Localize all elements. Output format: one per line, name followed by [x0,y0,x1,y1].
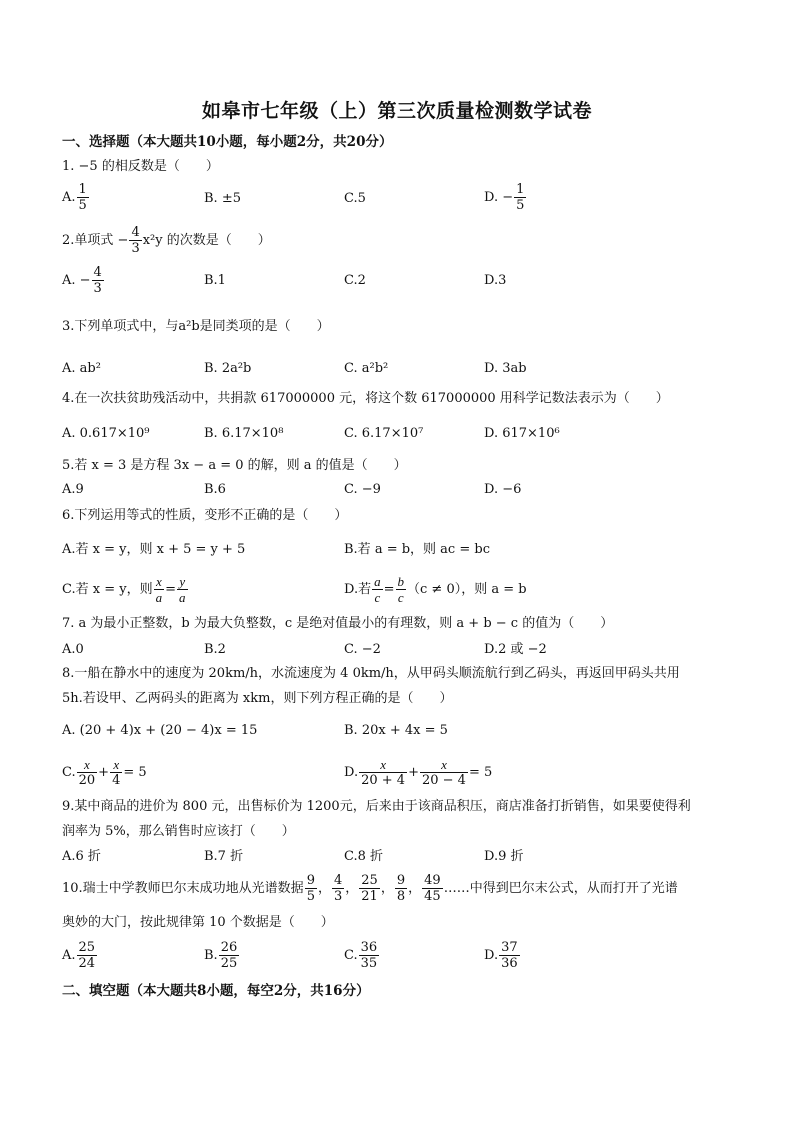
q8-option-c-fraction-1 [77,757,98,788]
q6-option-c-fraction-2 [177,574,188,605]
q1-option-d [484,182,527,213]
q10-stem-post: ……中得到巴尔末公式，从而打开了光谱 [443,881,678,896]
q10-option-b-prefix: B. [204,948,218,963]
q8-option-d-fraction-2 [420,757,468,788]
q10-fraction-1 [305,873,317,904]
fraction-numerator: 4 [333,873,343,888]
fraction-denominator: 5 [516,198,525,213]
fraction-numerator: 1 [78,182,87,197]
q1-option-a-fraction [77,182,89,213]
fraction-denominator: 21 [361,889,378,904]
question-2-stem [62,225,271,256]
fraction-denominator: 20 + 4 [361,773,406,788]
q10-stem-pre: 10.瑞士中学教师巴尔末成功地从光谱数据 [62,881,304,896]
q9-option-d: D.9 折 [484,849,524,864]
separator: ， [380,881,394,896]
fraction-numerator: 25 [78,940,96,955]
question-1-stem: 1. −5 的相反数是（ ） [62,159,219,174]
q1-option-d-fraction [514,182,526,213]
fraction-numerator: a [374,574,381,589]
fraction-numerator: 25 [361,873,378,888]
q9-option-a: A.6 折 [62,849,101,864]
q10-fraction-4 [395,873,407,904]
fraction-numerator: 9 [396,873,406,888]
q8-option-d [344,757,492,788]
q6-option-d-fraction-2 [396,574,407,605]
fraction-numerator: x [77,757,98,773]
q10-fraction-5 [422,873,443,904]
fraction-numerator: b [397,574,404,589]
fraction-numerator: x [110,757,122,773]
separator: ， [345,881,359,896]
q10-option-b-fraction [219,940,240,971]
plus-sign: + [408,765,419,780]
q1-option-a [62,182,90,213]
q10-option-c-fraction [359,940,380,971]
q3-option-d: D. 3ab [484,361,527,376]
question-8-stem-line-2: 5h.若设甲、乙两码头的距离为 xkm，则下列方程正确的是（ ） [62,691,453,706]
q9-option-b: B.7 折 [204,849,244,864]
fraction-numerator: x [359,757,407,773]
question-5-stem: 5.若 x = 3 是方程 3x − a = 0 的解，则 a 的值是（ ） [62,458,407,473]
q3-option-b: B. 2a²b [204,361,252,376]
page-title: 如皋市七年级（上）第三次质量检测数学试卷 [201,100,592,122]
q1-option-d-prefix: D. − [484,190,514,205]
q8-option-d-fraction-1 [359,757,407,788]
q10-option-a-prefix: A. [62,948,76,963]
q3-option-c: C. a²b² [344,361,389,376]
q4-option-a: A. 0.617×10⁹ [62,426,150,441]
q8-option-c-post: = 5 [123,765,147,780]
question-4-stem: 4.在一次扶贫助残活动中，共捐款 617000000 元，将这个数 617000000 用科学记数法表示为（ ） [62,391,669,406]
q10-option-a-fraction [77,940,98,971]
q2-option-a [62,265,105,296]
q7-option-d: D.2 或 −2 [484,642,547,657]
fraction-denominator: a [155,590,163,605]
fraction-numerator: x [420,757,468,773]
section-fill-blank-heading: 二、填空题（本大题共8小题，每空2分，共16分） [62,983,370,999]
q10-option-d-fraction [499,940,520,971]
equals-sign: = [383,582,395,597]
question-9-stem-line-2: 润率为 5%，那么销售时应该打（ ） [62,824,295,839]
fraction-numerator: 49 [424,873,441,888]
q6-option-d-pre: D.若 [344,582,372,597]
q4-option-b: B. 6.17×10⁸ [204,426,284,441]
q6-option-d-post: （c ≠ 0），则 a = b [407,582,527,597]
fraction-denominator: 3 [131,241,140,256]
q10-fraction-3 [359,873,380,904]
q5-option-d: D. −6 [484,482,522,497]
fraction-numerator: 1 [516,182,525,197]
fraction-denominator: 5 [306,889,315,904]
fraction-denominator: c [397,590,404,605]
q5-option-b: B.6 [204,482,226,497]
q10-option-d-prefix: D. [484,948,499,963]
q8-option-d-pre: D. [344,765,359,780]
fraction-numerator: 9 [306,873,315,888]
q8-option-a: A. (20 + 4)x + (20 − 4)x = 15 [62,723,258,738]
question-10-stem-line-1 [62,873,678,904]
fraction-numerator: 4 [131,225,140,240]
fraction-denominator: a [179,590,186,605]
q2-option-c: C.2 [344,273,366,288]
q2-option-d: D.3 [484,273,507,288]
q8-option-b: B. 20x + 4x = 5 [344,723,448,738]
q6-option-c-fraction-1 [154,574,165,605]
q10-option-a [62,940,98,971]
q2-stem-post: x²y 的次数是（ ） [142,233,271,248]
q1-option-c: C.5 [344,191,366,206]
q10-option-c [344,940,380,971]
fraction-denominator: 8 [396,889,406,904]
equals-sign: = [165,582,176,597]
q7-option-c: C. −2 [344,642,381,657]
q4-option-d: D. 617×10⁶ [484,426,560,441]
q10-fraction-2 [332,873,344,904]
plus-sign: + [98,765,110,780]
fraction-numerator: 37 [501,940,518,955]
q5-option-c: C. −9 [344,482,381,497]
fraction-denominator: 20 − 4 [421,773,466,788]
q6-option-b: B.若 a = b，则 ac = bc [344,542,490,557]
fraction-denominator: 45 [424,889,441,904]
q3-option-a: A. ab² [62,361,101,376]
fraction-denominator: 5 [78,198,87,213]
separator: ， [317,881,331,896]
fraction-denominator: 36 [501,956,518,971]
q8-option-c-pre: C. [62,765,76,780]
question-3-stem: 3.下列单项式中，与a²b是同类项的是（ ） [62,319,330,334]
q2-stem-fraction [129,225,141,256]
q5-option-a: A.9 [62,482,84,497]
section-choice-heading: 一、选择题（本大题共10小题，每小题2分，共20分） [62,134,393,150]
separator: ， [408,881,422,896]
q1-option-a-prefix: A. [62,190,76,205]
fraction-numerator: 36 [360,940,378,955]
q7-option-a: A.0 [62,642,84,657]
q4-option-c: C. 6.17×10⁷ [344,426,424,441]
question-7-stem: 7. a 为最小正整数，b 为最大负整数，c 是绝对值最小的有理数，则 a + b − c 的值为（ ） [62,616,614,631]
q8-option-d-post: = 5 [468,765,493,780]
q9-option-c: C.8 折 [344,849,384,864]
q2-stem-pre: 2.单项式 − [62,233,129,248]
fraction-numerator: x [154,574,165,590]
fraction-denominator: 3 [93,281,102,296]
q1-option-b: B. ±5 [204,191,241,206]
q10-option-b [204,940,240,971]
q10-option-d [484,940,521,971]
q6-option-c [62,574,189,605]
q6-option-c-pre: C.若 x = y，则 [62,582,153,597]
fraction-numerator: 4 [93,265,102,280]
fraction-denominator: c [374,590,381,605]
fraction-numerator: y [177,574,188,590]
q2-option-a-fraction [92,265,104,296]
question-6-stem: 6.下列运用等式的性质，变形不正确的是（ ） [62,508,348,523]
q8-option-c-fraction-2 [110,757,122,788]
question-9-stem-line-1: 9.某中商品的进价为 800 元，出售标价为 1200元，后来由于该商品积压，商店准备打折销售，如果要使得利 [62,799,691,814]
q2-option-b: B.1 [204,273,226,288]
q6-option-a: A.若 x = y，则 x + 5 = y + 5 [62,542,246,557]
q8-option-c [62,757,147,788]
question-8-stem-line-1: 8.一船在静水中的速度为 20km/h，水流速度为 4 0km/h，从甲码头顺流航行到乙码头，再返回甲码头共用 [62,666,680,681]
fraction-denominator: 35 [360,956,378,971]
fraction-denominator: 25 [220,956,238,971]
fraction-numerator: 26 [220,940,238,955]
fraction-denominator: 24 [78,956,96,971]
q6-option-d-fraction-1 [372,574,383,605]
fraction-denominator: 20 [78,773,96,788]
fraction-denominator: 4 [112,773,121,788]
q7-option-b: B.2 [204,642,226,657]
q6-option-d [344,574,527,605]
q10-option-c-prefix: C. [344,948,358,963]
q2-option-a-prefix: A. − [62,273,91,288]
fraction-denominator: 3 [333,889,343,904]
question-10-stem-line-2: 奥妙的大门，按此规律第 10 个数据是（ ） [62,915,334,930]
